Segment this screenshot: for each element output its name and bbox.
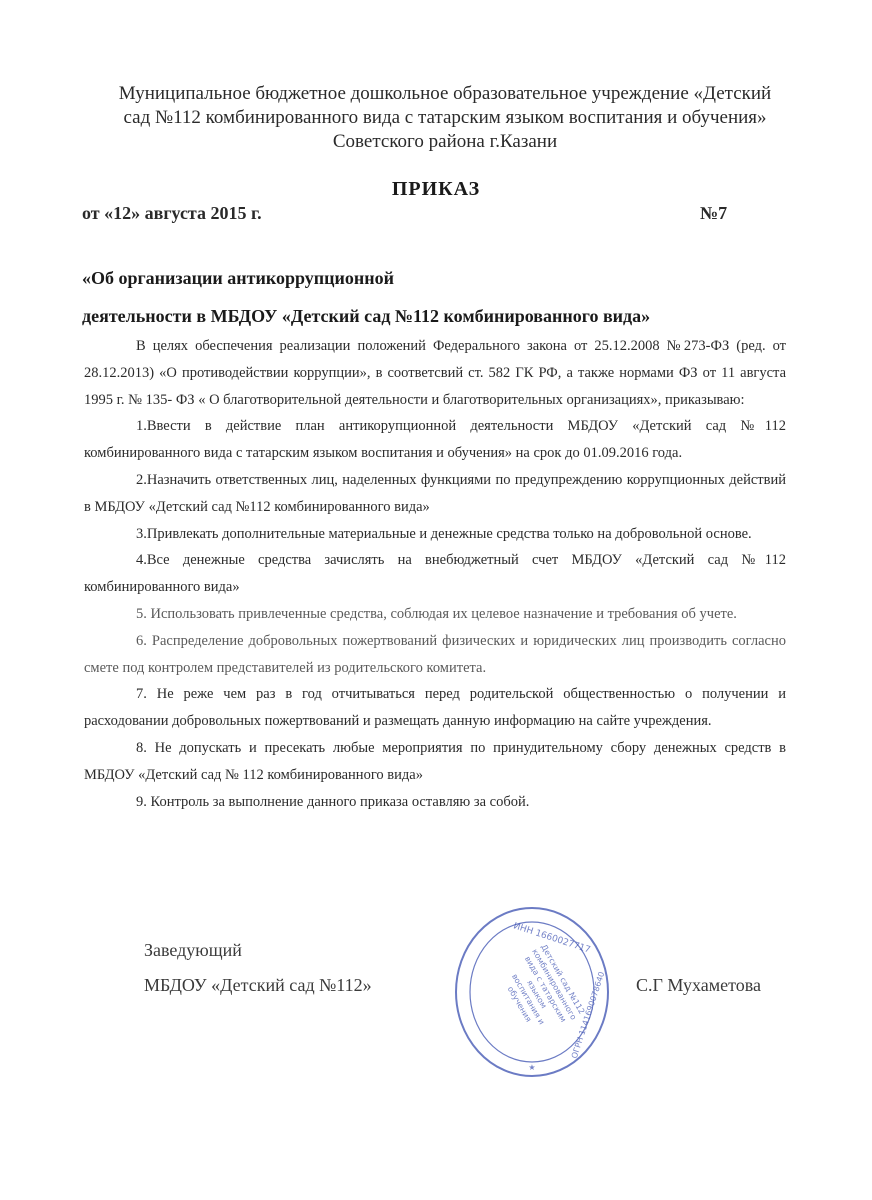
official-seal-icon <box>452 905 612 1080</box>
organization-header <box>70 82 820 154</box>
stamp-center-text: Детский сад №112 комбинированного вида с татарским языком воспитания и обучения <box>505 942 587 1027</box>
order-item-3: 3.Привлекать дополнительные материальные и денежные средства только на добровольной основе. <box>136 525 752 542</box>
subject-line-2: деятельности в МБДОУ «Детский сад №112 комбинированного вида» <box>82 306 651 326</box>
header-line-1: Муниципальное бюджетное дошкольное образовательное учреждение «Детский <box>118 83 772 104</box>
order-number: №7 <box>700 203 728 223</box>
header-line-3: Советского района г.Казани <box>332 131 558 152</box>
order-item-1: 1.Ввести в действие план антикорупционной деятельности МБДОУ «Детский сад №112 комбинированного вида с татарским языком воспитания и обучения» на срок до 01.09.2016 года. <box>84 418 786 462</box>
preamble-paragraph: В целях обеспечения реализации положений Федерального закона от 25.12.2008 №273-ФЗ (ред. от 28.12.2013) «О противодействии коррупции», в соответсвий ст. 582 ГК РФ, а также нормами ФЗ от 11 августа 1995 г. № 135- ФЗ « О благотворительной деятельности и благотворительных организациях», приказываю: <box>84 338 786 408</box>
signature-position: Заведующий <box>144 940 242 960</box>
order-item-4: 4.Все денежные средства зачислять на внебюджетный счет МБДОУ «Детский сад №112 комбинированного вида» <box>84 552 786 596</box>
subject-line-1: «Об организации антикоррупционной <box>82 268 395 288</box>
order-item-6: 6. Распределение добровольных пожертвований физических и юридических лиц производить согласно смете под контролем представителей из родительского комитета. <box>84 632 786 676</box>
order-item-5: 5. Использовать привлеченные средства, соблюдая их целевое назначение и требования об учете. <box>136 605 737 622</box>
document-title: ПРИКАЗ <box>391 178 481 200</box>
order-body <box>84 333 786 815</box>
signature-organization: МБДОУ «Детский сад №112» <box>144 975 372 995</box>
signature-name: С.Г Мухаметова <box>636 975 761 995</box>
order-item-7: 7. Не реже чем раз в год отчитываться перед родительской общественностью о получении и расходовании добровольных пожертвований и размещать данную информацию на сайте учреждения. <box>84 686 786 730</box>
order-item-8: 8. Не допускать и пресекать любые мероприятия по принудительному сбору денежных средств в МБДОУ «Детский сад № 112 комбинированного вида» <box>84 739 786 783</box>
svg-text:★: ★ <box>528 1063 536 1072</box>
stamp-ogrn: ОГРН 1141690078640 <box>569 970 607 1060</box>
order-item-2: 2.Назначить ответственных лиц, наделенных функциями по предупреждению коррупционных действий в МБДОУ «Детский сад №112 комбинированного вида» <box>84 471 786 515</box>
stamp-inn: ИНН 1660027717 <box>511 921 592 956</box>
order-date: от «12» августа 2015 г. <box>82 203 262 223</box>
header-line-2: сад №112 комбинированного вида с татарским языком воспитания и обучения» <box>123 107 767 128</box>
order-item-9: 9. Контроль за выполнение данного приказа оставляю за собой. <box>136 793 530 810</box>
